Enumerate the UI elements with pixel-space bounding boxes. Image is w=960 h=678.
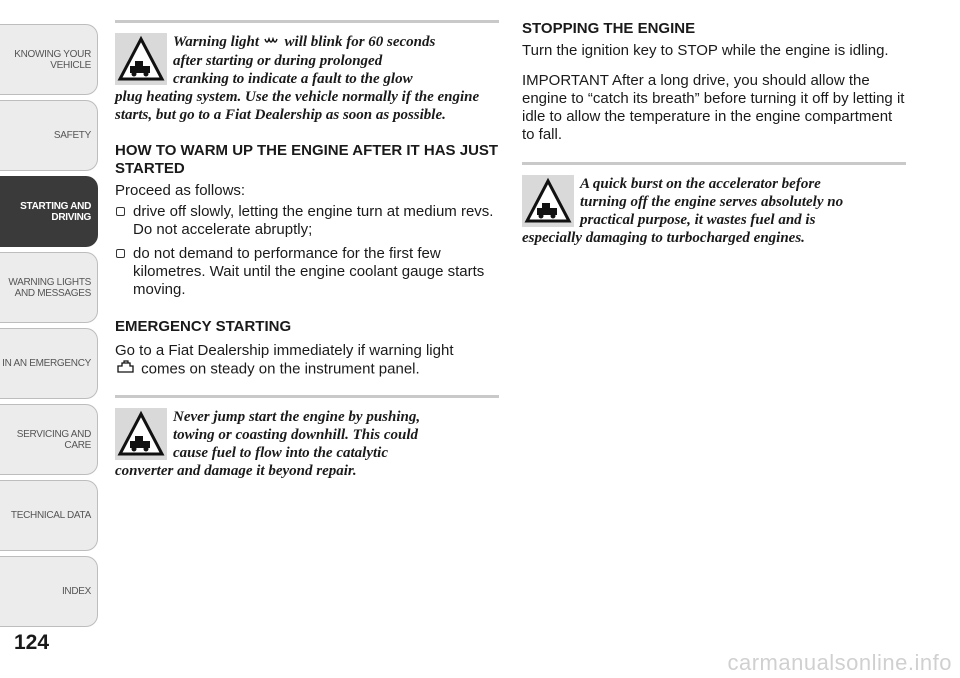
warning-text: towing or coasting downhill. This could bbox=[173, 426, 419, 443]
tab-label: WARNING LIGHTS AND MESSAGES bbox=[8, 276, 91, 299]
warning-text: plug heating system. Use the vehicle normally if the engine starts, but go to a Fiat Dealership as soon as possible. bbox=[115, 88, 480, 123]
tab-safety[interactable] bbox=[0, 100, 98, 171]
warning-text: cranking to indicate a fault to the glow bbox=[173, 70, 413, 87]
checkbox-bullet-icon bbox=[116, 207, 125, 216]
tab-starting-and-driving[interactable] bbox=[0, 176, 98, 247]
warning-triangle-icon bbox=[115, 33, 167, 85]
warning-text: cause fuel to flow into the catalytic bbox=[173, 444, 388, 461]
warning-text: will blink for 60 seconds bbox=[284, 34, 436, 50]
list-item: do not demand to performance for the first few kilometres. Wait until the engine coolant gauge starts moving. bbox=[115, 245, 499, 299]
tab-warning-lights[interactable] bbox=[0, 252, 98, 323]
warning-text: Never jump start the engine by pushing, bbox=[173, 408, 421, 425]
warning-text: A quick burst on the accelerator before bbox=[580, 176, 821, 192]
paragraph: IMPORTANT After a long drive, you should allow the engine to “catch its breath” before turning it off by letting it idle to allow the temperature in the engine compartment to fall. bbox=[522, 72, 905, 143]
tab-knowing-your-vehicle[interactable] bbox=[0, 24, 98, 95]
left-column bbox=[115, 0, 499, 480]
section-heading: STOPPING THE ENGINE bbox=[522, 20, 696, 37]
warning-box-accelerator bbox=[522, 162, 906, 247]
page-number: 124 bbox=[14, 631, 50, 654]
warning-text: turning off the engine serves absolutely no bbox=[580, 194, 844, 210]
warning-text: converter and damage it beyond repair. bbox=[115, 462, 357, 479]
tab-technical-data[interactable] bbox=[0, 480, 98, 551]
section-heading: HOW TO WARM UP THE ENGINE AFTER IT HAS JUST STARTED bbox=[115, 141, 499, 177]
tab-label: STARTING AND DRIVING bbox=[20, 200, 91, 223]
paragraph: Turn the ignition key to STOP while the engine is idling. bbox=[522, 42, 889, 59]
glow-plug-icon bbox=[263, 34, 281, 52]
warning-box-jump-start bbox=[115, 395, 499, 480]
tab-label: SAFETY bbox=[53, 130, 91, 141]
checkbox-bullet-icon bbox=[116, 249, 125, 258]
warning-box-glow-plug bbox=[115, 20, 499, 124]
warning-text: after starting or during prolonged bbox=[173, 52, 383, 69]
watermark: carmanualsonline.info bbox=[727, 650, 952, 675]
tab-index[interactable] bbox=[0, 556, 98, 627]
list-item: drive off slowly, letting the engine turn at medium revs. Do not accelerate abruptly; bbox=[115, 203, 499, 239]
tab-label: INDEX bbox=[61, 586, 91, 597]
tab-label: IN AN EMERGENCY bbox=[2, 358, 91, 369]
tab-servicing-and-care[interactable] bbox=[0, 404, 98, 475]
warning-triangle-icon bbox=[522, 175, 574, 227]
tab-label: SERVICING AND CARE bbox=[16, 428, 91, 451]
paragraph: Proceed as follows: bbox=[115, 181, 246, 199]
section-heading: EMERGENCY STARTING bbox=[115, 317, 292, 335]
warning-text: practical purpose, it wastes fuel and is bbox=[580, 212, 816, 228]
warning-text: especially damaging to turbocharged engines. bbox=[522, 230, 805, 246]
tab-label: KNOWING YOUR VEHICLE bbox=[14, 48, 91, 71]
paragraph: Go to a Fiat Dealership immediately if warning light comes on steady on the instrument panel. bbox=[115, 341, 454, 378]
warning-triangle-icon bbox=[115, 408, 167, 460]
tab-label: TECHNICAL DATA bbox=[10, 510, 91, 521]
engine-fault-icon bbox=[115, 360, 137, 379]
right-column bbox=[522, 20, 906, 247]
warning-text: Warning light bbox=[173, 34, 260, 50]
tab-in-an-emergency[interactable] bbox=[0, 328, 98, 399]
